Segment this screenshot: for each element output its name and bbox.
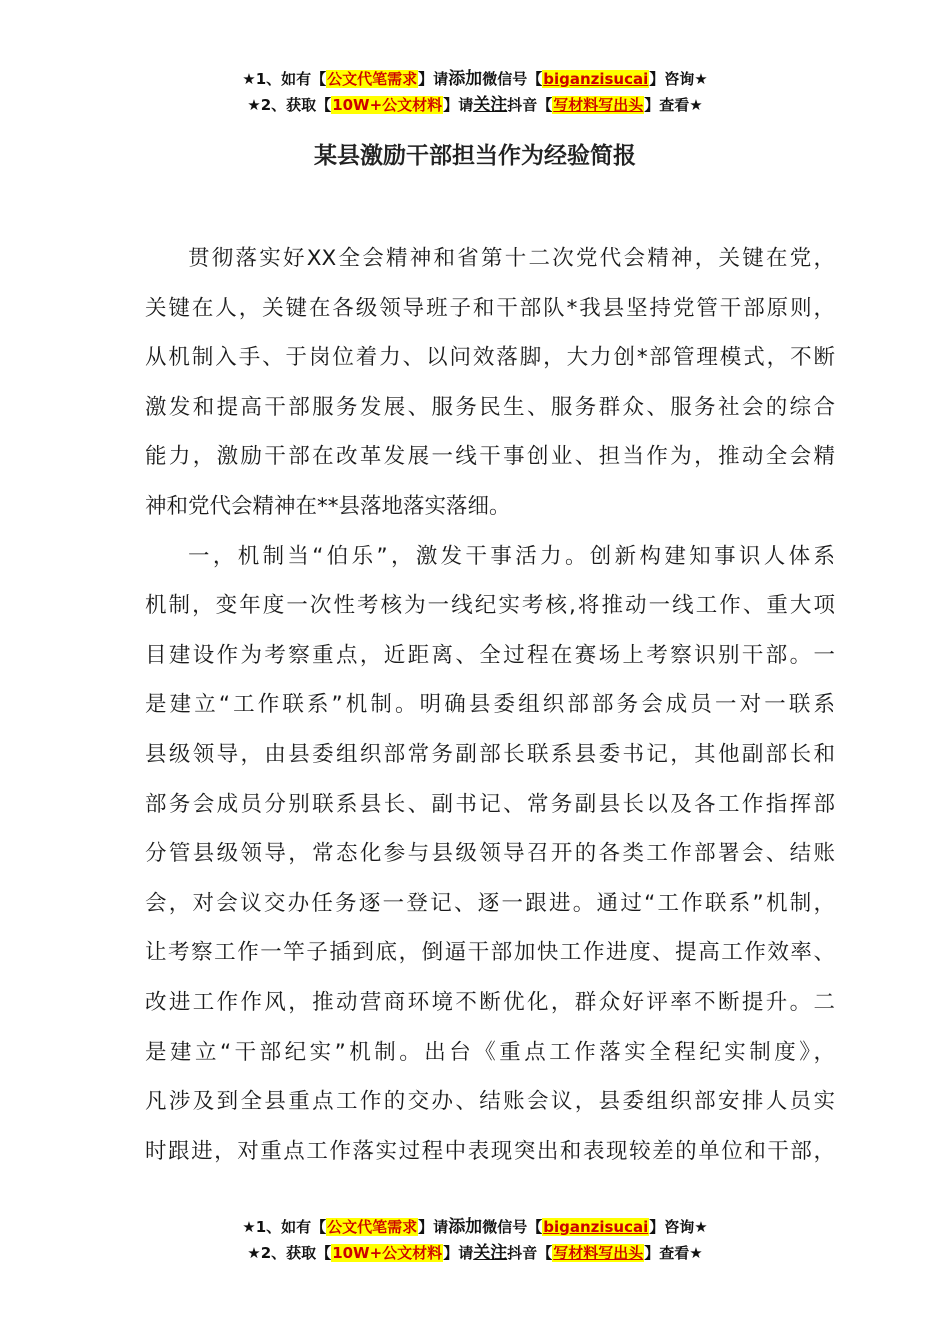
wechat-id: biganzisucai [543, 1218, 649, 1236]
body-line: 机制，变年度一次性考核为一线纪实考核,将推动一线工作、重大项 [145, 593, 835, 619]
body-line: 关键在人，关键在各级领导班子和干部队*我县坚持党管干部原则， [145, 295, 835, 321]
footer-banner [0, 1214, 950, 1266]
body-line: 从机制入手、于岗位着力、以问效落脚，大力创*部管理模式，不断 [145, 345, 835, 371]
body-line: 能力，激励干部在改革发展一线干事创业、担当作为，推动全会精 [145, 444, 835, 470]
body-line: 县级领导，由县委组织部常务副部长联系县委书记，其他副部长和 [145, 741, 835, 767]
wechat-id: biganzisucai [543, 70, 649, 88]
header-banner [0, 66, 950, 118]
body-line: 神和党代会精神在**县落地落实落细。 [145, 493, 511, 519]
body-line: 目建设作为考察重点，近距离、全过程在赛场上考察识别干部。一 [145, 642, 835, 668]
highlight-service: 公文代笔需求 [327, 70, 418, 88]
banner-line-2: ★2、获取【10W+公文材料】请关注抖音【写材料写出头】查看★ [247, 1243, 703, 1263]
body-line: 部务会成员分别联系县长、副书记、常务副县长以及各工作指挥部 [145, 791, 835, 817]
body-line: 会，对会议交办任务逐一登记、逐一跟进。通过“工作联系”机制， [145, 890, 835, 916]
banner-line-1: ★1、如有【公文代笔需求】请添加微信号【biganzisucai】咨询★ [242, 1217, 708, 1237]
body-line: 是建立“工作联系”机制。明确县委组织部部务会成员一对一联系 [145, 692, 835, 718]
document-title: 某县激励干部担当作为经验简报 [314, 143, 636, 169]
body-line: 让考察工作一竿子插到底，倒逼干部加快工作进度、提高工作效率、 [145, 940, 835, 966]
body-line: 是建立“干部纪实”机制。出台《重点工作落实全程纪实制度》， [145, 1039, 835, 1065]
douyin-account: 写材料写出头 [553, 96, 644, 114]
body-line: 一，机制当“伯乐”，激发干事活力。创新构建知事识人体系 [188, 543, 835, 569]
douyin-account: 写材料写出头 [553, 1244, 644, 1262]
body-line: 贯彻落实好XX全会精神和省第十二次党代会精神，关键在党， [188, 246, 835, 271]
banner-line-2: ★2、获取【10W+公文材料】请关注抖音【写材料写出头】查看★ [247, 95, 703, 115]
document-body [145, 234, 835, 1176]
body-line: 改进工作作风，推动营商环境不断优化，群众好评率不断提升。二 [145, 989, 835, 1015]
body-line: 激发和提高干部服务发展、服务民生、服务群众、服务社会的综合 [145, 394, 835, 420]
highlight-materials: 10W+公文材料 [332, 1244, 443, 1262]
body-line: 时跟进，对重点工作落实过程中表现突出和表现较差的单位和干部， [145, 1138, 835, 1164]
body-line: 凡涉及到全县重点工作的交办、结账会议，县委组织部安排人员实 [145, 1089, 835, 1115]
body-line: 分管县级领导，常态化参与县级领导召开的各类工作部署会、结账 [145, 841, 835, 867]
highlight-service: 公文代笔需求 [327, 1218, 418, 1236]
banner-line-1: ★1、如有【公文代笔需求】请添加微信号【biganzisucai】咨询★ [242, 69, 708, 89]
highlight-materials: 10W+公文材料 [332, 96, 443, 114]
